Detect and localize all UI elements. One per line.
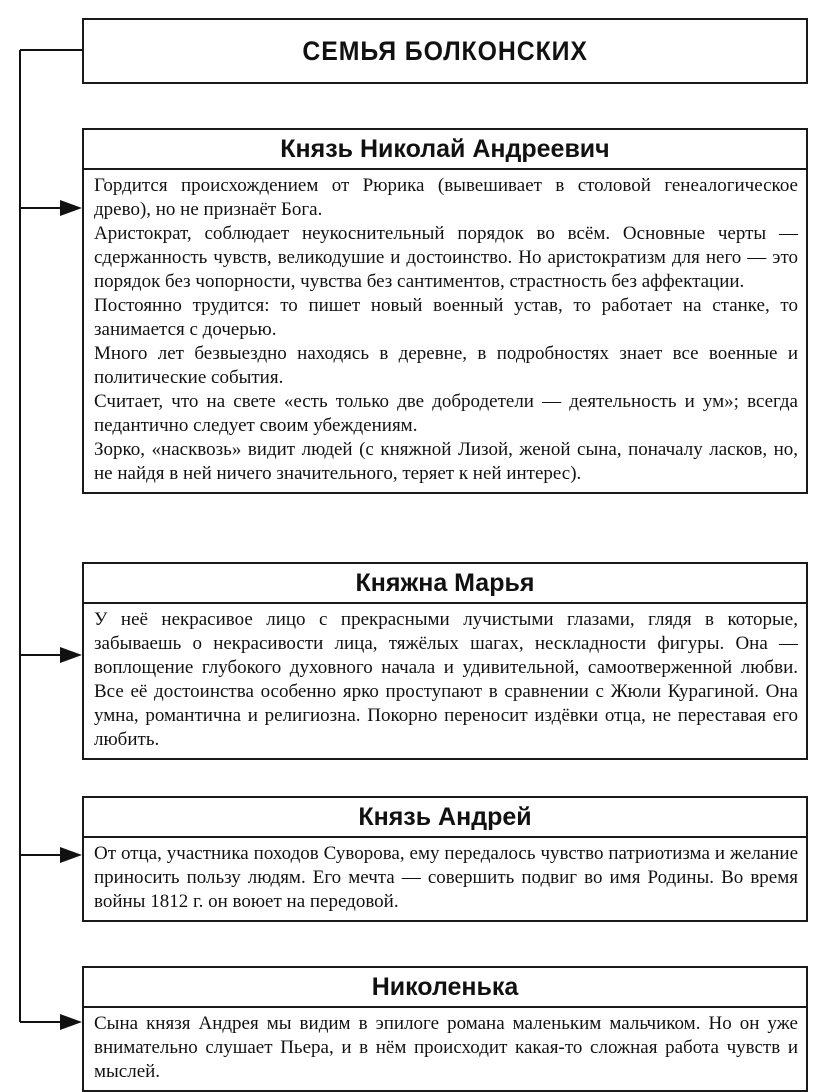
card-paragraph: Сына князя Андрея мы видим в эпилоге романа маленьким мальчиком. Но он уже внимательно слушает Пьера, и в нём происходит какая-то сложная работа чувств и мыслей. (94, 1013, 798, 1082)
card-title: Князь Андрей (84, 798, 806, 838)
card-paragraph: Считает, что на свете «есть только две добродетели — деятельность и ум»; всегда педантично следует своим убеждениям. (94, 391, 798, 436)
card-title: Княжна Марья (84, 564, 806, 604)
card-body (84, 838, 806, 920)
card-body (84, 604, 806, 758)
arrow-head-icon (60, 847, 82, 863)
card-paragraph: От отца, участника походов Суворова, ему передалось чувство патриотизма и желание приносить пользу людям. Его мечта — совершить подвиг во имя Родины. Во время войны 1812 г. он воюет на передовой. (94, 843, 798, 912)
card-marya (82, 562, 808, 760)
card-nikolai (82, 128, 808, 494)
card-body (84, 170, 806, 492)
arrow-head-icon (60, 1014, 82, 1030)
arrow-to-card-2 (20, 647, 82, 663)
card-paragraph: Много лет безвыездно находясь в деревне, в подробностях знает все военные и политические события. (94, 343, 798, 388)
card-title: Князь Николай Андреевич (84, 130, 806, 170)
arrow-to-card-4 (20, 1014, 82, 1030)
card-paragraph: Аристократ, соблюдает неукоснительный порядок во всём. Основные черты — сдержанность чувств, великодушие и достоинство. Но аристократизм для него — это порядок без чопорности, чувства без сантиментов, страстность без аффектации. (94, 223, 798, 292)
arrow-head-icon (60, 200, 82, 216)
card-title: Николенька (84, 968, 806, 1008)
arrow-to-card-1 (20, 200, 82, 216)
diagram-title: СЕМЬЯ БОЛКОНСКИХ (302, 35, 588, 66)
card-nikolenka (82, 966, 808, 1092)
arrow-head-icon (60, 647, 82, 663)
card-body (84, 1008, 806, 1090)
arrow-to-card-3 (20, 847, 82, 863)
diagram-title-box (82, 18, 808, 84)
card-andrei (82, 796, 808, 922)
card-paragraph: У неё некрасивое лицо с прекрасными лучистыми глазами, глядя в которые, забываешь о некрасивости лица, тяжёлых шагах, нескладности фигуры. Она — воплощение глубокого духовного начала и удивительной, самоотверженной любви. Все её достоинства особенно ярко проступают в сравнении с Жюли Курагиной. Она умна, романтична и религиозна. Покорно переносит издёвки отца, не переставая его любить. (94, 609, 798, 750)
card-paragraph: Зорко, «насквозь» видит людей (с княжной Лизой, женой сына, поначалу ласков, но, не найдя в ней ничего значительного, теряет к ней интерес). (94, 439, 798, 484)
card-paragraph: Постоянно трудится: то пишет новый военный устав, то работает на станке, то занимается с дочерью. (94, 295, 798, 340)
card-paragraph: Гордится происхождением от Рюрика (вывешивает в столовой генеалогическое древо), но не признаёт Бога. (94, 175, 798, 220)
